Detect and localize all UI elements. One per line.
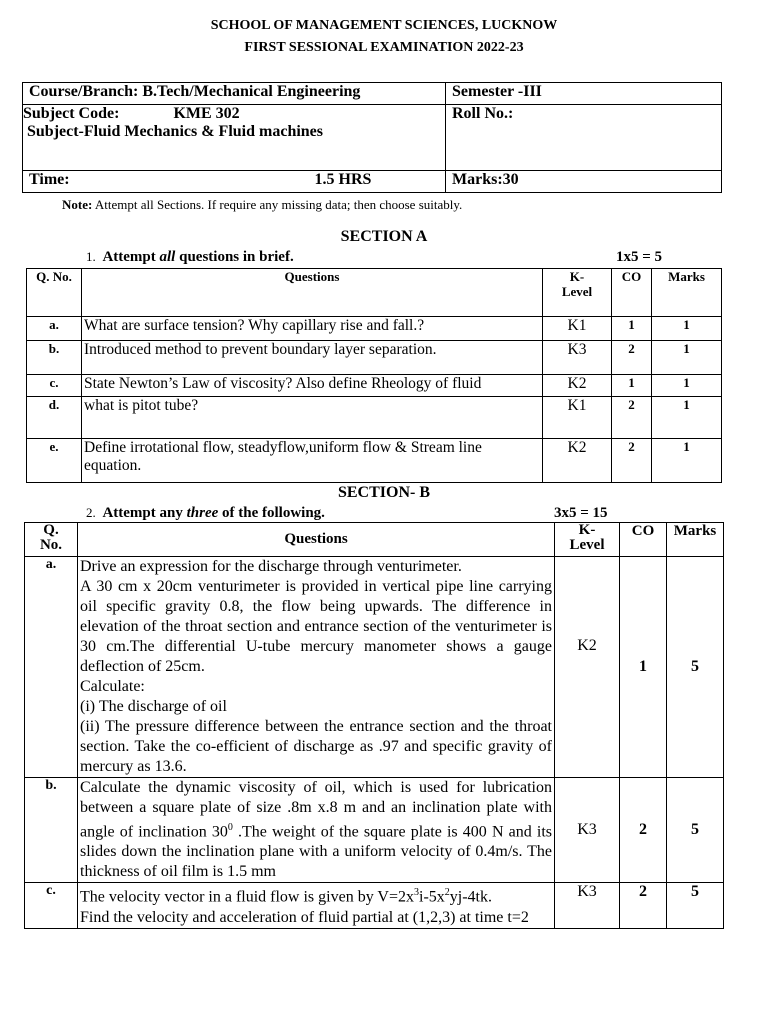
col-questions: Questions <box>78 523 555 557</box>
marks: 5 <box>667 557 724 778</box>
table-row <box>27 341 722 375</box>
table-row <box>25 557 724 778</box>
subject-code-label: Subject Code: <box>23 105 120 122</box>
q-no: a. <box>27 317 82 341</box>
co: 1 <box>620 557 667 778</box>
q-no: a. <box>25 557 78 778</box>
q-no: d. <box>27 397 82 439</box>
marks: 1 <box>652 439 722 483</box>
k-level: K3 <box>555 778 620 883</box>
note <box>62 197 462 213</box>
co: 2 <box>620 883 667 928</box>
question-line: (i) The discharge of oil <box>80 698 227 715</box>
exam-title: FIRST SESSIONAL EXAMINATION 2022-23 <box>244 40 524 55</box>
marks: 1 <box>652 341 722 375</box>
co: 2 <box>612 341 652 375</box>
section-a-table <box>26 268 722 483</box>
semester: Semester -III <box>446 83 722 105</box>
note-text: Attempt all Sections. If require any missing data; then choose suitably. <box>92 197 463 212</box>
section-a-title: SECTION A <box>340 228 428 245</box>
table-row <box>27 317 722 341</box>
q-no: e. <box>27 439 82 483</box>
section-a-marks: 1x5 = 5 <box>616 249 663 265</box>
k-level: K2 <box>543 439 612 483</box>
question-text: State Newton’s Law of viscosity? Also define Rheology of fluid <box>82 375 543 397</box>
roll-no: Roll No.: <box>446 105 722 171</box>
k-level: K1 <box>543 317 612 341</box>
course-branch: Course/Branch: B.Tech/Mechanical Engineering <box>23 83 446 105</box>
co: 2 <box>620 778 667 883</box>
marks: 5 <box>667 883 724 928</box>
subject-cell <box>23 105 446 171</box>
time-label: Time: <box>29 171 70 188</box>
q-no: c. <box>27 375 82 397</box>
k-level: K2 <box>543 375 612 397</box>
co: 1 <box>612 317 652 341</box>
marks: 1 <box>652 397 722 439</box>
q-no: c. <box>25 883 78 928</box>
question-text: Define irrotational flow, steadyflow,uniform flow & Stream line equation. <box>82 439 543 483</box>
marks: 1 <box>652 317 722 341</box>
table-row <box>25 883 724 928</box>
question-text <box>78 557 555 778</box>
question-text: Calculate the dynamic viscosity of oil, which is used for lubrication between a square plate of size .8m x.8 m and an inclination plate with angle of inclination $30^0$ .The weight of the square plate is 400 N and its slides down the inclination plane with a uniform velocity of 0.4m/s. The thickness of oil film is 1.5 mm <box>78 778 555 883</box>
table-row <box>25 778 724 883</box>
total-marks: Marks:30 <box>446 171 722 193</box>
question-line: Calculate: <box>80 678 145 695</box>
time-value: 1.5 HRS <box>314 171 372 188</box>
col-klevel: K- Level <box>555 523 620 557</box>
question-line: Drive an expression for the discharge through venturimeter. <box>80 558 462 575</box>
marks: 1 <box>652 375 722 397</box>
q-no: b. <box>25 778 78 883</box>
col-co: CO <box>620 523 667 557</box>
question-line: A 30 cm x 20cm venturimeter is provided in vertical pipe line carrying oil specific gravity 0.8, the flow being upwards. The difference in elevation of the throat section and entrance section of the venturimeter is 30 cm.The differential U-tube mercury manometer shows a gauge deflection of 25cm. <box>80 578 552 675</box>
k-level: K3 <box>543 341 612 375</box>
question-line: (ii) The pressure difference between the entrance section and the throat section. Take the co-efficient of discharge as .97 and specific gravity of mercury as 13.6. <box>80 718 552 775</box>
co: 2 <box>612 439 652 483</box>
col-questions: Questions <box>82 269 543 317</box>
subject-code: KME 302 <box>173 105 240 122</box>
section-b-instruction: 2. Attempt any three of the following. <box>86 505 325 521</box>
time-cell <box>23 171 446 193</box>
section-b-title: SECTION- B <box>337 484 431 501</box>
k-level: K2 <box>555 557 620 778</box>
k-level: K1 <box>543 397 612 439</box>
q-no: b. <box>27 341 82 375</box>
note-label: Note: <box>62 197 93 212</box>
question-text: What are surface tension? Why capillary rise and fall.? <box>82 317 543 341</box>
question-text: what is pitot tube? <box>82 397 543 439</box>
co: 2 <box>612 397 652 439</box>
col-marks: Marks <box>667 523 724 557</box>
col-marks: Marks <box>652 269 722 317</box>
school-name: SCHOOL OF MANAGEMENT SCIENCES, LUCKNOW <box>210 18 558 33</box>
section-a-instruction: 1. Attempt all questions in brief. <box>86 249 294 265</box>
marks: 5 <box>667 778 724 883</box>
section-b-marks: 3x5 = 15 <box>554 505 608 521</box>
col-co: CO <box>612 269 652 317</box>
question-text: Introduced method to prevent boundary layer separation. <box>82 341 543 375</box>
subject-name: Subject-Fluid Mechanics & Fluid machines <box>27 123 324 140</box>
col-qno: Q. No. <box>25 523 78 557</box>
question-text: The velocity vector in a fluid flow is given by $V=2x^3i-5x^2yj-4tk$. Find the velocity and acceleration of fluid partial at (1,2,3) at time t=2 <box>78 883 555 928</box>
col-klevel: K- Level <box>543 269 612 317</box>
table-row <box>27 439 722 483</box>
col-qno: Q. No. <box>27 269 82 317</box>
table-row <box>27 375 722 397</box>
table-row <box>27 397 722 439</box>
section-b-table <box>24 522 724 929</box>
course-info-table <box>22 82 722 193</box>
k-level: K3 <box>555 883 620 928</box>
co: 1 <box>612 375 652 397</box>
